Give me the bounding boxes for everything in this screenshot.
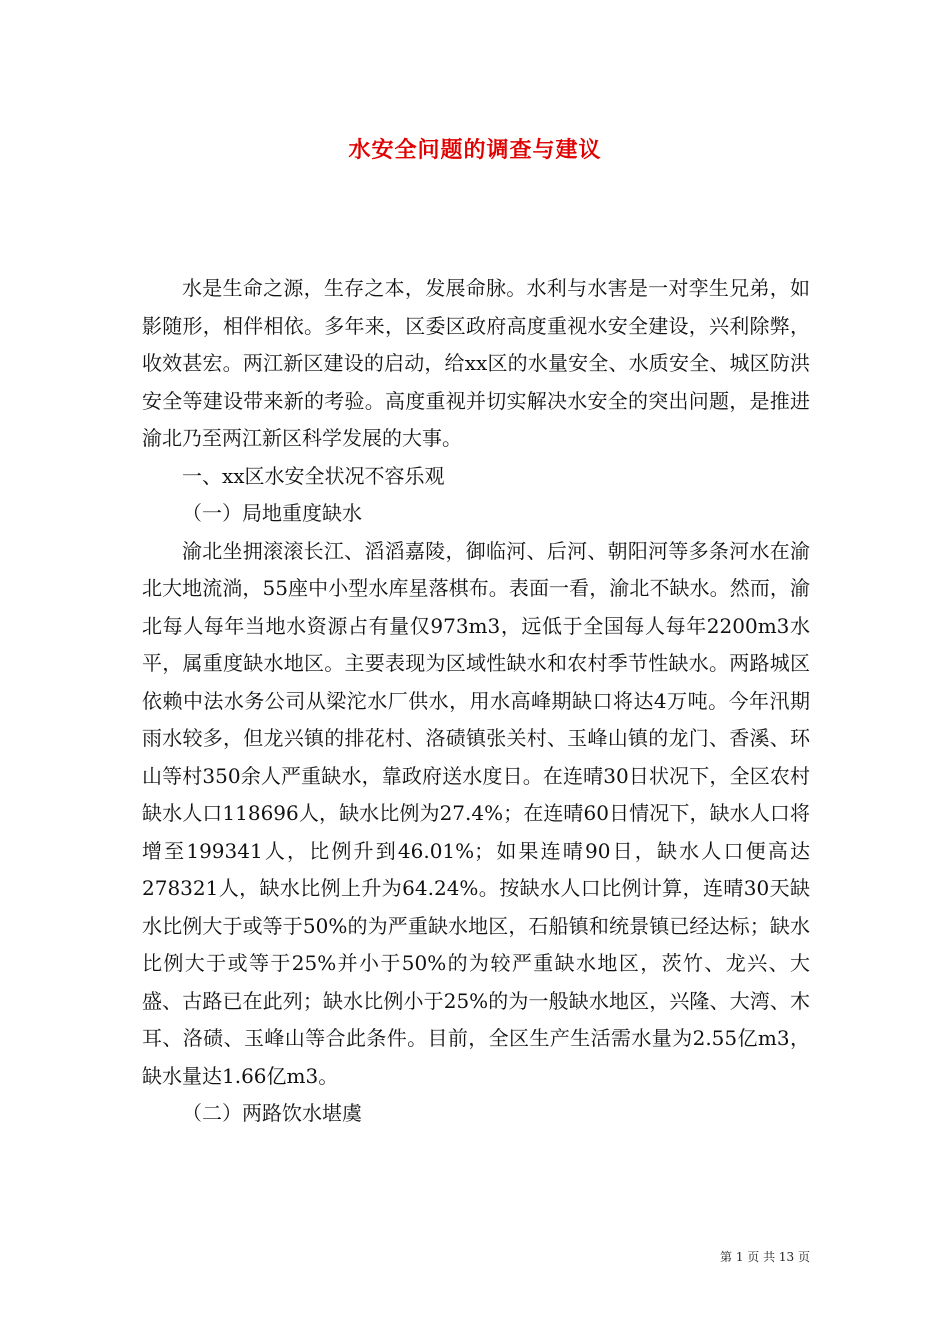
subsection-heading-1: （一）局地重度缺水 (182, 501, 362, 525)
paragraph-water-shortage: 渝北坐拥滚滚长江、滔滔嘉陵，御临河、后河、朝阳河等多条河水在渝北大地流淌，55座中小型水库星落棋布。表面一看，渝北不缺水。然而，渝北每人每年当地水资源占有量仅973m3，远低于全国每人每年2200m3水平，属重度缺水地区。主要表现为区域性缺水和农村季节性缺水。两路城区依赖中法水务公司从梁沱水厂供水，用水高峰期缺口将达4万吨。今年汛期雨水较多，但龙兴镇的排花村、洛碛镇张关村、玉峰山镇的龙门、香溪、环山等村350余人严重缺水，靠政府送水度日。在连晴30日状况下，全区农村缺水人口118696人，缺水比例为27.4%；在连晴60日情况下，缺水人口将增至199341人，比例升到46.01%；如果连晴90日，缺水人口便高达278321人，缺水比例上升为64.24%。按缺水人口比例计算，连晴30天缺水比例大于或等于50%的为严重缺水地区，石船镇和统景镇已经达标；缺水比例大于或等于25%并小于50%的为较严重缺水地区，茨竹、龙兴、大盛、古路已在此列；缺水比例小于25%的为一般缺水地区，兴隆、大湾、木耳、洛碛、玉峰山等合此条件。目前，全区生产生活需水量为2.55亿m3，缺水量达1.66亿m3。 (142, 538, 810, 1088)
document-title: 水安全问题的调查与建议 (348, 137, 602, 163)
subsection-heading-2: （二）两路饮水堪虞 (182, 1101, 362, 1125)
page-number-footer: 第 1 页 共 13 页 (720, 1250, 810, 1264)
paragraph-intro: 水是生命之源，生存之本，发展命脉。水利与水害是一对孪生兄弟，如影随形，相伴相依。多年来，区委区政府高度重视水安全建设，兴利除弊，收效甚宏。两江新区建设的启动，给xx区的水量安全、水质安全、城区防洪安全等建设带来新的考验。高度重视并切实解决水安全的突出问题，是推进渝北乃至两江新区科学发展的大事。 (142, 276, 810, 450)
document-body (142, 270, 810, 1133)
section-heading-1: 一、xx区水安全状况不容乐观 (182, 463, 445, 488)
